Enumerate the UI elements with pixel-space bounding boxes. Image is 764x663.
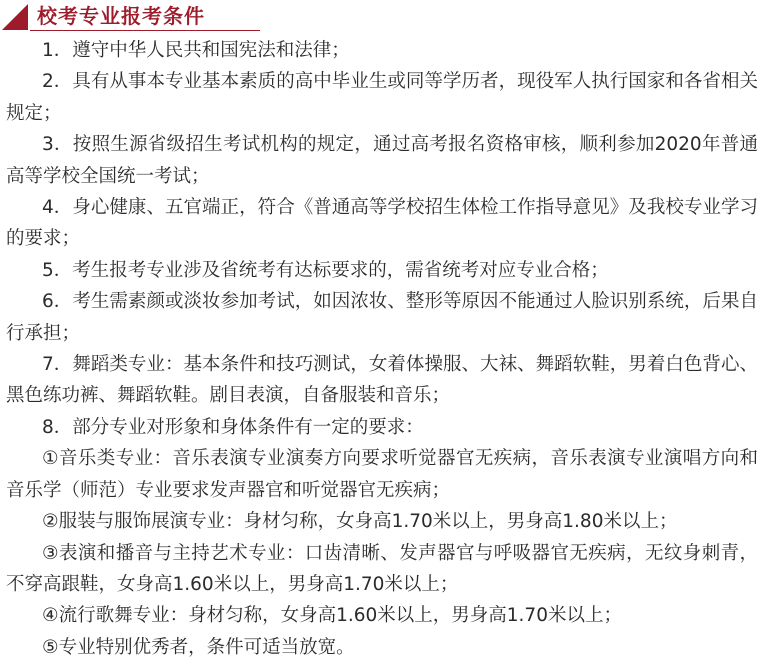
section-title: 校考专业报考条件 xyxy=(37,4,205,28)
requirement-item-5: 5．考生报考专业涉及省统考有达标要求的，需省统考对应专业合格； xyxy=(42,259,609,281)
requirements-list xyxy=(6,35,758,663)
sub-requirement-2: ②服装与服饰展演专业：身材匀称，女身高1.70米以上，男身高1.80米以上； xyxy=(42,511,678,533)
requirement-item-2: 2．具有从事本专业基本素质的高中毕业生或同等学历者，现役军人执行国家和各省相关规定； xyxy=(6,71,758,124)
requirement-item-8: 8．部分专业对形象和身体条件有一定的要求： xyxy=(42,416,424,438)
sub-requirement-5: ⑤专业特别优秀者，条件可适当放宽。 xyxy=(42,636,355,658)
header-triangle-icon xyxy=(2,4,28,30)
title-underline xyxy=(30,30,260,31)
sub-requirement-1: ①音乐类专业：音乐表演专业演奏方向要求听觉器官无疾病，音乐表演专业演唱方向和音乐学（师范）专业要求发声器官和听觉器官无疾病； xyxy=(6,448,758,501)
sub-requirement-3: ③表演和播音与主持艺术专业：口齿清晰、发声器官与呼吸器官无疾病，无纹身刺青，不穿高跟鞋，女身高1.60米以上，男身高1.70米以上； xyxy=(6,542,758,595)
requirement-item-7: 7．舞蹈类专业：基本条件和技巧测试，女着体操服、大袜、舞蹈软鞋，男着白色背心、黑色练功裤、舞蹈软鞋。剧目表演，自备服装和音乐； xyxy=(6,354,758,407)
requirement-item-3: 3．按照生源省级招生考试机构的规定，通过高考报名资格审核，顺利参加2020年普通高等学校全国统一考试； xyxy=(6,134,758,187)
sub-requirement-4: ④流行歌舞专业：身材匀称，女身高1.60米以上，男身高1.70米以上； xyxy=(42,605,622,627)
requirement-item-6: 6．考生需素颜或淡妆参加考试，如因浓妆、整形等原因不能通过人脸识别系统，后果自行承担； xyxy=(6,291,758,344)
requirement-item-1: 1．遵守中华人民共和国宪法和法律； xyxy=(42,40,350,61)
section-header xyxy=(0,0,764,36)
requirement-item-4: 4．身心健康、五官端正，符合《普通高等学校招生体检工作指导意见》及我校专业学习的要求； xyxy=(6,197,758,250)
